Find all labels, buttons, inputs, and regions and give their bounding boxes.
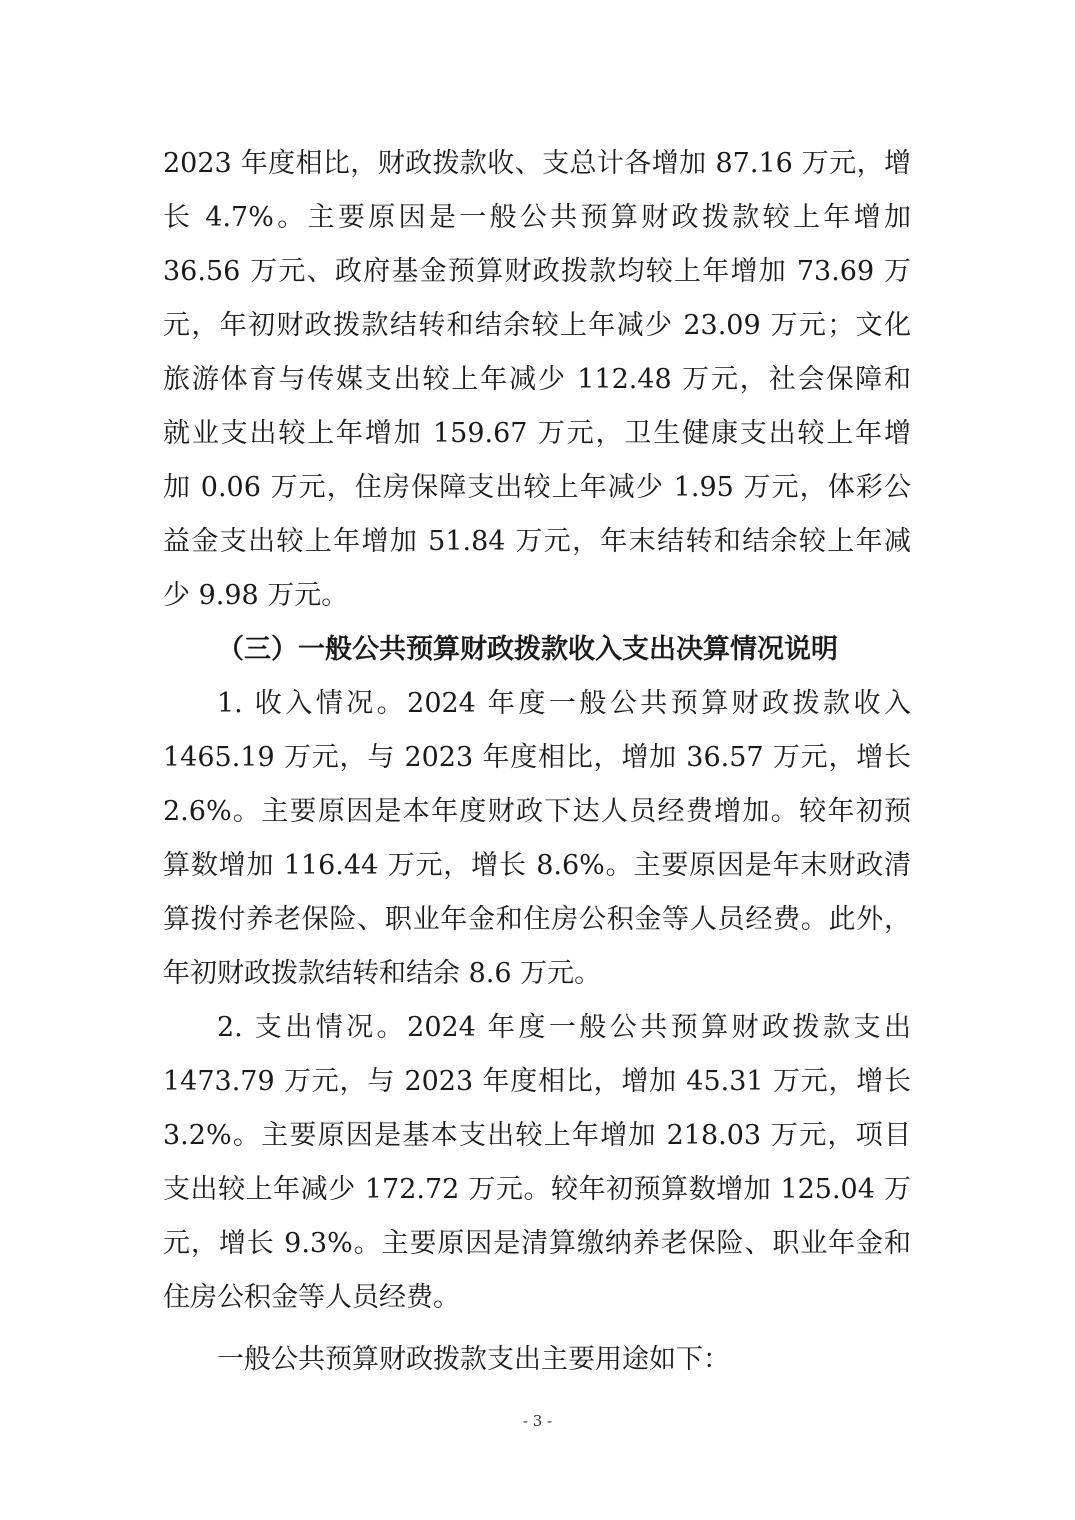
text-line: 元，年初财政拨款结转和结余较上年减少 23.09 万元；文化: [163, 310, 911, 341]
text-line: 年初财政拨款结转和结余 8.6 万元。: [163, 958, 602, 989]
text-line: 1473.79 万元，与 2023 年度相比，增加 45.31 万元，增长: [163, 1066, 911, 1097]
text-line: 2. 支出情况。2024 年度一般公共预算财政拨款支出: [217, 1012, 911, 1043]
text-line: 2023 年度相比，财政拨款收、支总计各增加 87.16 万元，增: [163, 148, 911, 179]
text-line: 元，增长 9.3%。主要原因是清算缴纳养老保险、职业年金和: [163, 1228, 911, 1259]
text-line: 加 0.06 万元，住房保障支出较上年减少 1.95 万元，体彩公: [163, 472, 911, 503]
text-line: 旅游体育与传媒支出较上年减少 112.48 万元，社会保障和: [163, 364, 911, 395]
text-line: 住房公积金等人员经费。: [163, 1282, 460, 1313]
text-line: 算拨付养老保险、职业年金和住房公积金等人员经费。此外，: [163, 904, 911, 935]
text-line: 2.6%。主要原因是本年度财政下达人员经费增加。较年初预: [163, 796, 911, 827]
page-number: - 3 -: [522, 1412, 553, 1430]
text-line: 少 9.98 万元。: [163, 580, 349, 611]
text-line: 1465.19 万元，与 2023 年度相比，增加 36.57 万元，增长: [163, 742, 911, 773]
text-line: 3.2%。主要原因是基本支出较上年增加 218.03 万元，项目: [163, 1120, 911, 1151]
text-line: 益金支出较上年增加 51.84 万元，年末结转和结余较上年减: [163, 526, 911, 557]
text-line: 算数增加 116.44 万元，增长 8.6%。主要原因是年末财政清: [163, 850, 911, 881]
text-line: 长 4.7%。主要原因是一般公共预算财政拨款较上年增加: [163, 202, 911, 233]
text-line: 就业支出较上年增加 159.67 万元，卫生健康支出较上年增: [163, 418, 911, 449]
text-line: 支出较上年减少 172.72 万元。较年初预算数增加 125.04 万: [163, 1174, 911, 1205]
section-heading: （三）一般公共预算财政拨款收入支出决算情况说明: [217, 634, 838, 665]
text-line: 36.56 万元、政府基金预算财政拨款均较上年增加 73.69 万: [163, 256, 911, 287]
text-line: 1. 收入情况。2024 年度一般公共预算财政拨款收入: [217, 688, 911, 719]
paragraph-uses-intro: 一般公共预算财政拨款支出主要用途如下：: [217, 1344, 730, 1375]
